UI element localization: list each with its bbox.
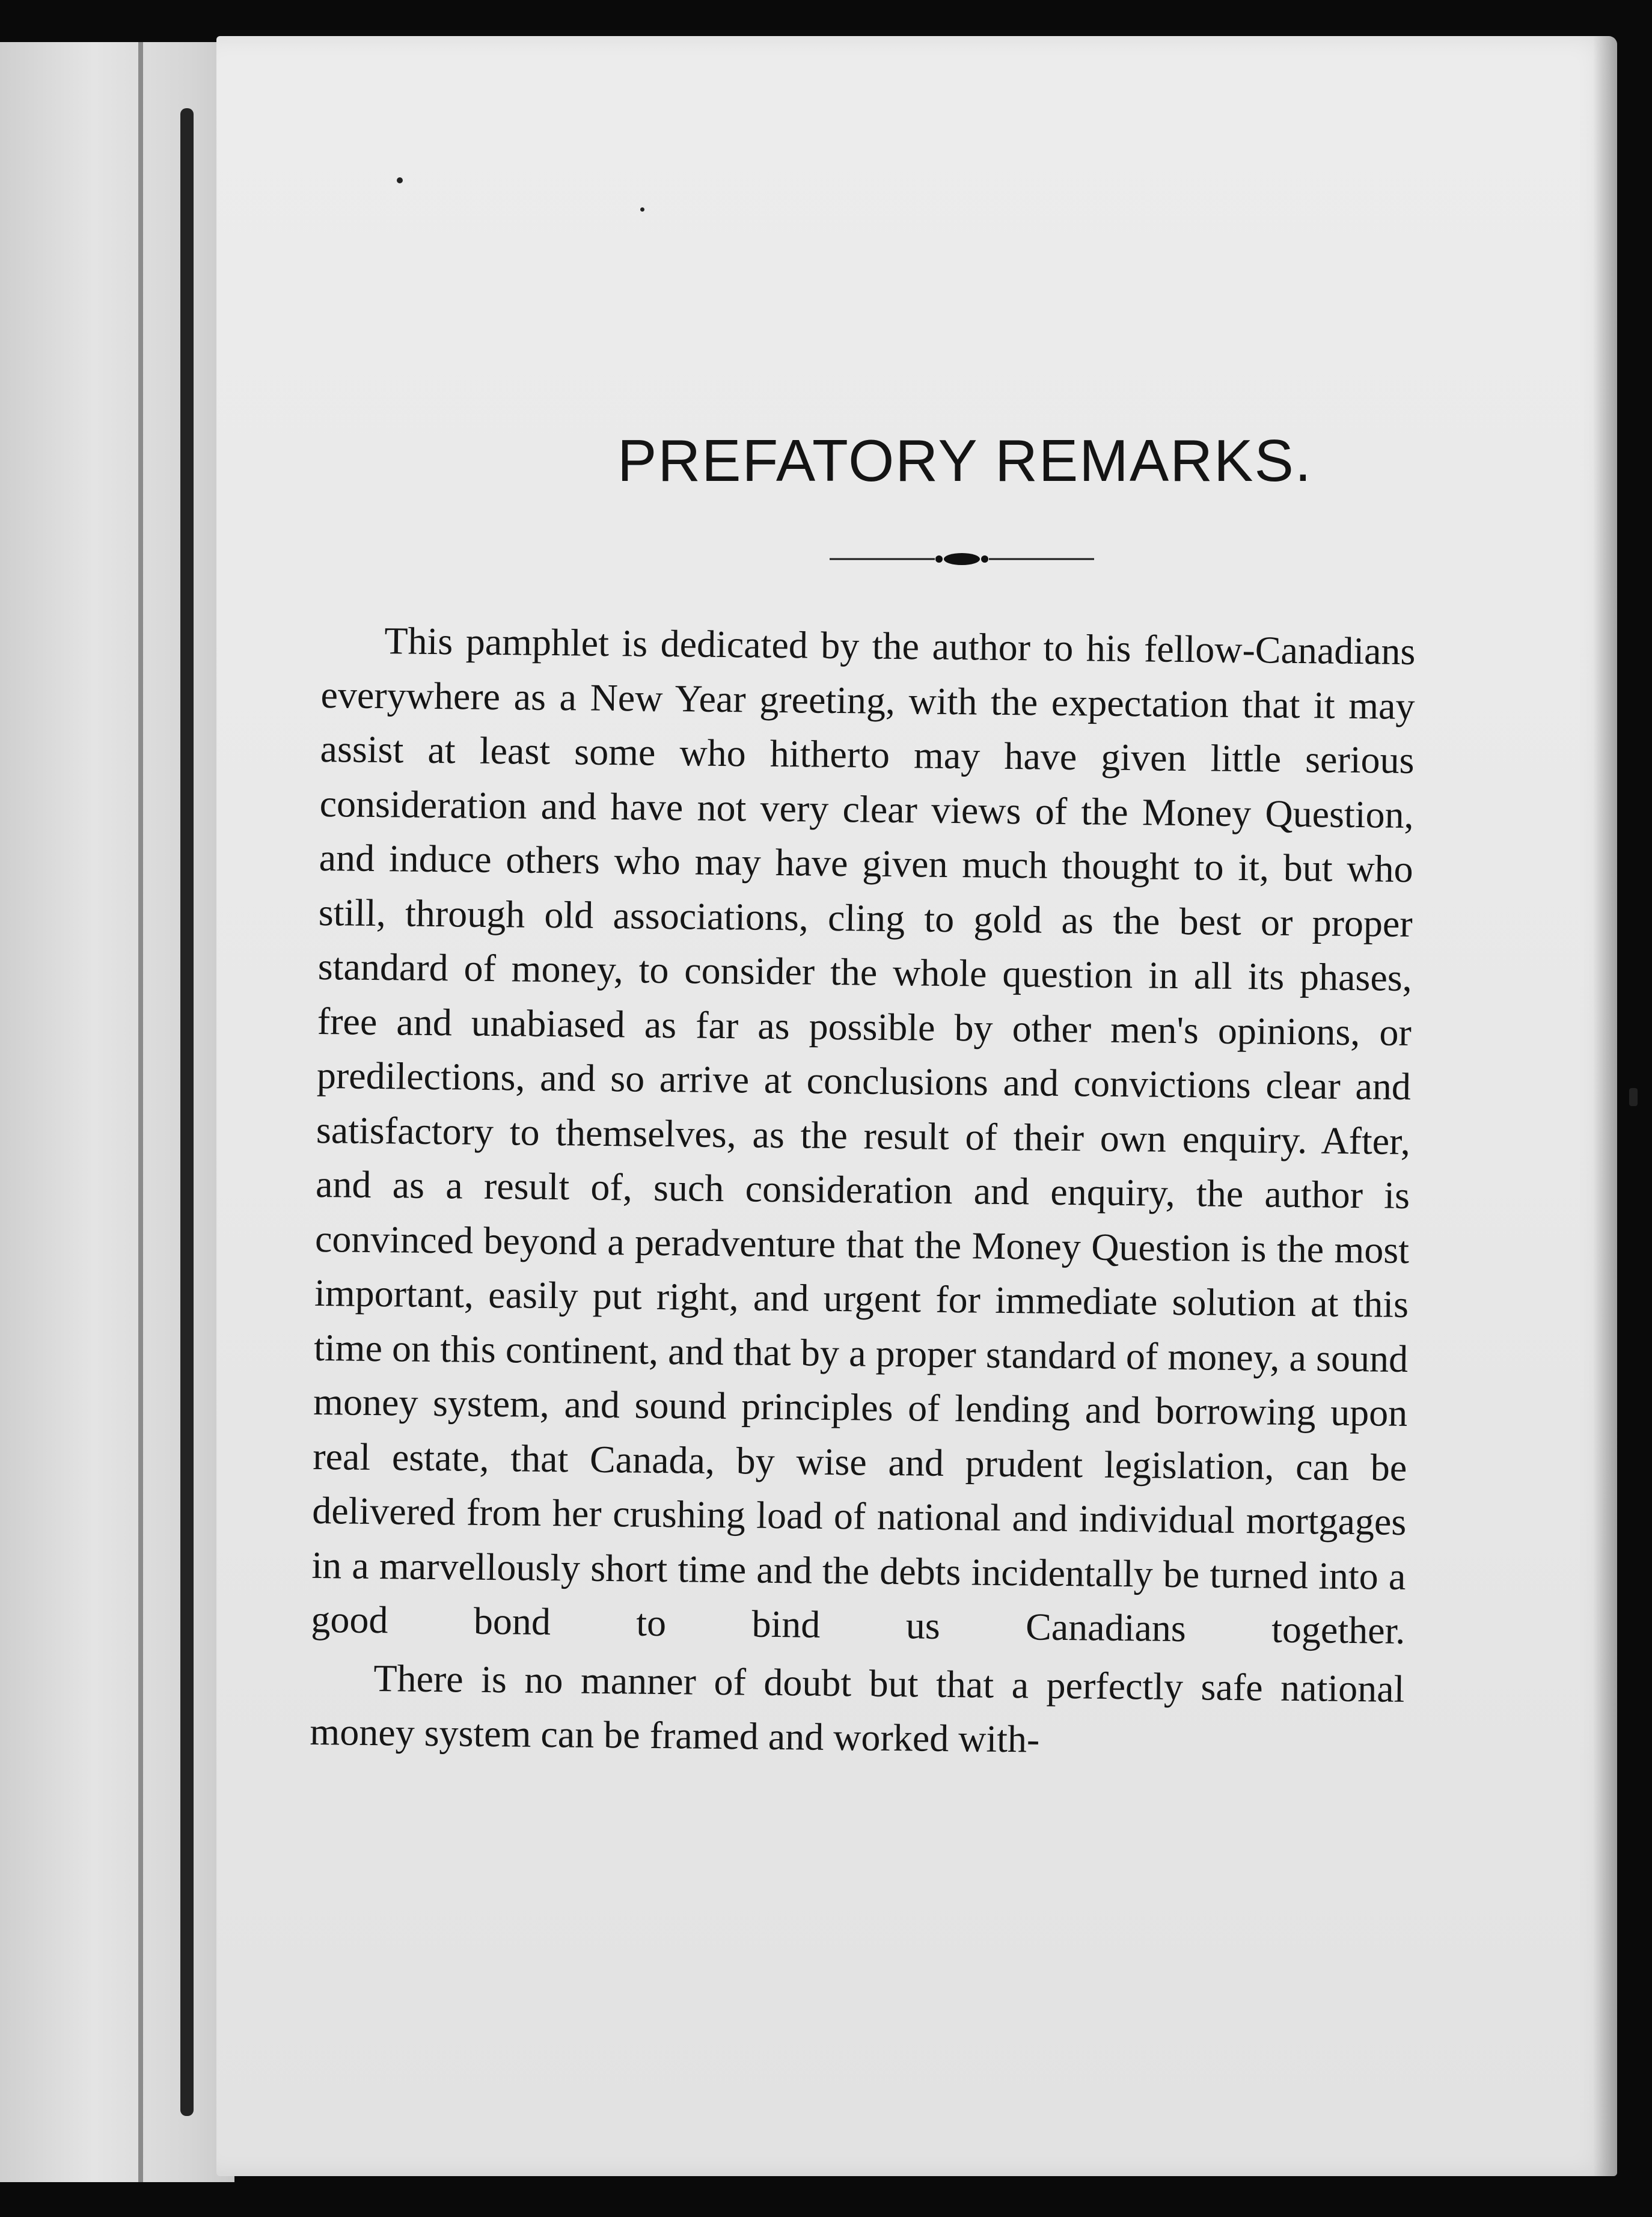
body-text — [310, 613, 1416, 1770]
paragraph-1: This pamphlet is dedicated by the author to his fellow-Canadians everywhere as a New Year greeting, with the expectation that it may assist at least some who hitherto may have given little serious consideration and have not very clear views of the Money Question, and induce others who may have given much thought to it, but who still, through old associations, cling to gold as the best or proper standard of money, to consider the whole question in all its phases, free and unabiased as far as possible by other men's opinions, or predilections, and so arrive at conclusions and convictions clear and satisfactory to themselves, as the result of their own enquiry. After, and as a result of, such consideration and enquiry, the author is convinced beyond a peradventure that the Money Question is the most important, easily put right, and urgent for immediate solution at this time on this continent, and that by a proper standard of money, a sound money system, and sound principles of lending and borrowing upon real estate, that Canada, by wise and prudent legislation, can be delivered from her crushing load of national and individual mortgages in a marvellously short time and the debts incidentally be turned into a good bond to bind us Canadians together. — [311, 619, 1416, 1652]
dust-speck — [1629, 1088, 1638, 1106]
dust-speck — [640, 207, 644, 212]
paragraph-2: There is no manner of doubt but that a perfectly safe national money system can be framed and worked with- — [310, 1656, 1405, 1761]
dust-speck — [397, 177, 403, 183]
binding-edge-shadow — [180, 108, 194, 2116]
document-page — [216, 36, 1617, 2176]
binding-crease — [138, 42, 143, 2182]
ornament-rule-icon — [830, 547, 1094, 571]
torn-binding-margin — [0, 42, 234, 2182]
page-title: PREFATORY REMARKS. — [617, 427, 1313, 494]
page-edge-shadow — [1593, 36, 1617, 2176]
